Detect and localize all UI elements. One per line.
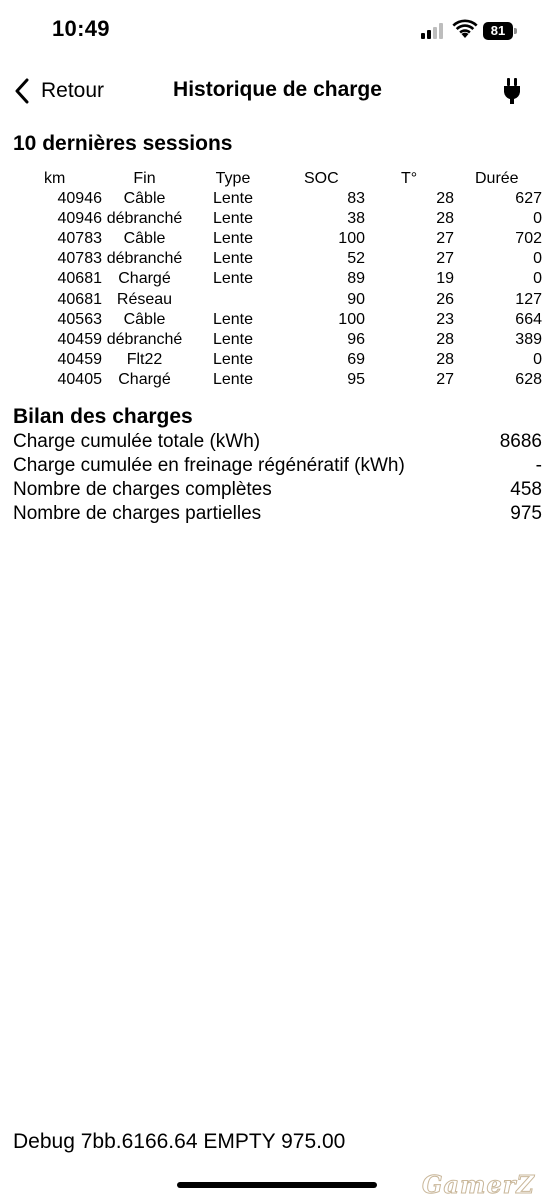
cell-temperature: 28 [436, 350, 454, 368]
table-row [0, 270, 555, 290]
cell-duree: 389 [515, 330, 542, 348]
cell-fin: Chargé [118, 370, 171, 388]
cell-soc: 100 [338, 230, 365, 248]
summary-value: 8686 [499, 431, 542, 452]
cell-duree: 628 [515, 370, 542, 388]
sessions-section-title: 10 dernières sessions [13, 132, 233, 155]
cell-duree: 0 [533, 350, 542, 368]
battery-icon [483, 22, 517, 40]
cell-duree: 0 [533, 270, 542, 288]
cell-soc: 89 [347, 270, 365, 288]
column-header-duree: Durée [475, 170, 519, 187]
cell-type: Lente [212, 230, 254, 248]
cell-fin: Réseau [116, 290, 173, 308]
cell-type: Lente [212, 270, 254, 288]
cell-km: 40563 [57, 310, 102, 328]
home-indicator[interactable] [177, 1182, 377, 1188]
cell-temperature: 23 [436, 310, 454, 328]
cell-duree: 627 [515, 190, 542, 208]
cell-fin: Chargé [118, 270, 171, 288]
plug-icon[interactable] [500, 77, 526, 105]
cell-soc: 96 [347, 330, 365, 348]
cell-km: 40681 [57, 270, 102, 288]
cell-soc: 52 [347, 250, 365, 268]
table-row [0, 291, 555, 311]
cell-duree: 0 [533, 210, 542, 228]
cell-temperature: 28 [436, 210, 454, 228]
cell-fin: débranché [106, 330, 183, 348]
cell-soc: 100 [338, 310, 365, 328]
cell-fin: Câble [123, 310, 166, 328]
page-title: Historique de charge [173, 78, 382, 101]
cell-fin: débranché [106, 210, 183, 228]
status-bar [0, 0, 555, 62]
cell-fin: Câble [123, 230, 166, 248]
cell-km: 40681 [57, 290, 102, 308]
column-header-fin: Fin [133, 170, 156, 187]
table-row [0, 250, 555, 270]
summary-label: Nombre de charges complètes [13, 479, 272, 500]
cell-temperature: 26 [436, 290, 454, 308]
cell-type: Lente [212, 310, 254, 328]
cell-km: 40946 [57, 190, 102, 208]
summary-row-regen-charge [13, 455, 542, 479]
summary-row-total-charge [13, 431, 542, 455]
status-time: 10:49 [52, 16, 110, 41]
cell-km: 40946 [57, 210, 102, 228]
column-header-type: Type [215, 170, 251, 187]
summary-value: 975 [510, 503, 542, 524]
cell-soc: 38 [347, 210, 365, 228]
navigation-bar [0, 68, 555, 112]
cell-temperature: 27 [436, 230, 454, 248]
back-label: Retour [41, 79, 105, 102]
cell-type: Lente [212, 350, 254, 368]
cell-km: 40405 [57, 370, 102, 388]
cell-fin: Câble [123, 190, 166, 208]
cell-duree: 127 [515, 290, 542, 308]
summary-value: - [535, 455, 542, 476]
summary-section-title: Bilan des charges [13, 405, 193, 428]
cell-km: 40783 [57, 230, 102, 248]
column-header-temperature: T° [401, 170, 418, 187]
cell-temperature: 28 [436, 190, 454, 208]
sessions-table [0, 170, 555, 391]
cell-fin: Flt22 [126, 350, 163, 368]
cell-km: 40783 [57, 250, 102, 268]
debug-text: Debug 7bb.6166.64 EMPTY 975.00 [13, 1130, 346, 1153]
summary-label: Charge cumulée totale (kWh) [13, 431, 261, 452]
summary-row-full-charges [13, 479, 542, 503]
table-row [0, 230, 555, 250]
table-row [0, 331, 555, 351]
table-row [0, 210, 555, 230]
cell-type: Lente [212, 250, 254, 268]
table-row [0, 351, 555, 371]
cell-km: 40459 [57, 350, 102, 368]
summary-row-partial-charges [13, 503, 542, 527]
cell-soc: 95 [347, 370, 365, 388]
table-header [0, 170, 555, 190]
watermark: GamerZ [422, 1170, 535, 1199]
cell-type: Lente [212, 370, 254, 388]
table-row [0, 311, 555, 331]
cell-soc: 83 [347, 190, 365, 208]
cell-temperature: 28 [436, 330, 454, 348]
summary-label: Charge cumulée en freinage régénératif (kWh) [13, 455, 405, 476]
column-header-soc: SOC [304, 170, 339, 187]
cell-temperature: 27 [436, 370, 454, 388]
cell-duree: 664 [515, 310, 542, 328]
cell-soc: 90 [347, 290, 365, 308]
cellular-signal-icon [421, 23, 447, 39]
cell-duree: 702 [515, 230, 542, 248]
table-row [0, 190, 555, 210]
cell-temperature: 27 [436, 250, 454, 268]
battery-level: 81 [490, 23, 506, 38]
cell-fin: débranché [106, 250, 183, 268]
wifi-icon [452, 19, 478, 39]
table-row [0, 371, 555, 391]
summary-label: Nombre de charges partielles [13, 503, 262, 524]
column-header-km: km [44, 170, 66, 187]
cell-type: Lente [212, 190, 254, 208]
summary-list [13, 431, 542, 527]
summary-value: 458 [510, 479, 542, 500]
cell-temperature: 19 [436, 270, 454, 288]
cell-duree: 0 [533, 250, 542, 268]
cell-type: Lente [212, 330, 254, 348]
cell-type: Lente [212, 210, 254, 228]
cell-soc: 69 [347, 350, 365, 368]
cell-km: 40459 [57, 330, 102, 348]
